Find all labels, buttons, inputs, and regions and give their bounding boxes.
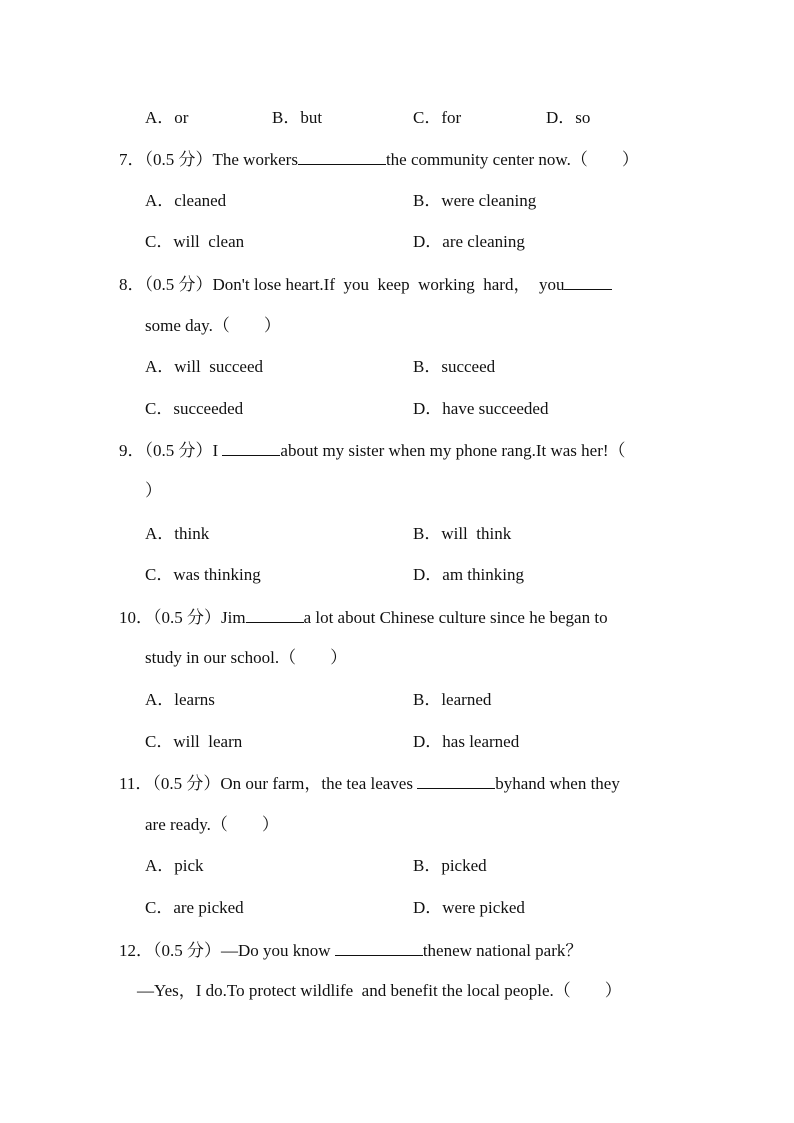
option-c: C．will clean xyxy=(145,232,245,251)
option-a: A．learns xyxy=(145,690,215,709)
option-d: D．were picked xyxy=(413,898,525,917)
question-stem-continued: —Yes，I do.To protect wildlife and benefit the local people.（ ） xyxy=(137,981,622,1000)
question-stem-continued: ） xyxy=(145,481,162,500)
answer-blank xyxy=(417,773,495,789)
question-number: 10． xyxy=(119,608,153,627)
question-score: （0.5 分） xyxy=(144,441,213,460)
question-number: 7． xyxy=(119,150,145,169)
answer-blank xyxy=(564,274,612,290)
answer-blank xyxy=(222,440,280,456)
option-b: B．were cleaning xyxy=(413,191,537,210)
question-score: （0.5 分） xyxy=(153,608,221,627)
option-b: B．will think xyxy=(413,524,512,543)
question-stem: 11．（0.5 分）On our farm，the tea leaves byhand when they xyxy=(119,774,620,793)
option-d: D．has learned xyxy=(413,732,520,751)
question-stem: 10．（0.5 分）Jim a lot about Chinese culture since he began to xyxy=(119,608,608,627)
question-stem-continued: some day.（ ） xyxy=(145,316,281,335)
option-a: A．will succeed xyxy=(145,357,264,376)
option-b: B．learned xyxy=(413,690,492,709)
option-c: C．succeeded xyxy=(145,399,244,418)
option-d: D．am thinking xyxy=(413,565,524,584)
option-d: D．so xyxy=(546,108,591,127)
question-number: 12． xyxy=(119,941,153,960)
question-stem: 7．（0.5 分）The workers the community center now.（ ） xyxy=(119,150,639,169)
question-score: （0.5 分） xyxy=(153,941,221,960)
option-c: C．was thinking xyxy=(145,565,261,584)
question-score: （0.5 分） xyxy=(144,150,213,169)
option-c: C．for xyxy=(413,108,462,127)
option-b: B．picked xyxy=(413,856,487,875)
question-number: 8． xyxy=(119,275,145,294)
option-a: A．or xyxy=(145,108,189,127)
option-b: B．succeed xyxy=(413,357,496,376)
answer-blank xyxy=(298,149,386,165)
question-stem: 8．（0.5 分）Don't lose heart.If you keep working hard， you xyxy=(119,274,612,295)
question-stem: 12．（0.5 分）—Do you know thenew national park？ xyxy=(119,941,583,960)
question-stem: 9．（0.5 分）I about my sister when my phone rang.It was her!（ xyxy=(119,441,626,460)
option-b: B．but xyxy=(272,108,323,127)
option-a: A．cleaned xyxy=(145,191,227,210)
answer-blank xyxy=(246,607,304,623)
answer-blank xyxy=(335,940,423,956)
question-stem-continued: are ready.（ ） xyxy=(145,815,279,834)
question-number: 9． xyxy=(119,441,145,460)
question-stem-continued: study in our school.（ ） xyxy=(145,648,348,667)
option-d: D．are cleaning xyxy=(413,232,525,251)
option-c: C．will learn xyxy=(145,732,243,751)
option-d: D．have succeeded xyxy=(413,399,549,418)
question-number: 11． xyxy=(119,774,153,793)
question-score: （0.5 分） xyxy=(144,275,213,294)
option-c: C．are picked xyxy=(145,898,244,917)
question-score: （0.5 分） xyxy=(152,774,221,793)
option-a: A．pick xyxy=(145,856,204,875)
option-a: A．think xyxy=(145,524,210,543)
